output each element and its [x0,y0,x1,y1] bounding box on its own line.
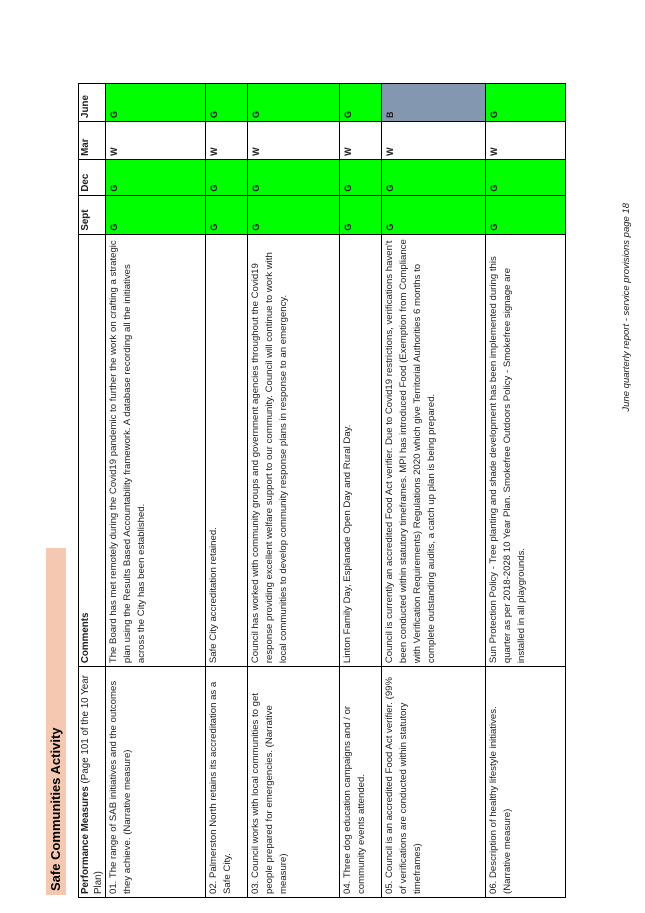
rating-june: G [206,84,248,122]
rating-mar: W [382,121,486,159]
table-row [340,84,382,898]
rating-dec: G [486,159,566,195]
table-row [248,84,340,898]
table-row [206,84,248,898]
rating-mar: W [340,121,382,159]
header-june: June [79,84,106,122]
rating-june: G [340,84,382,122]
header-comments: Comments [79,234,106,666]
rating-mar: W [206,121,248,159]
rating-dec: G [106,159,206,195]
header-sept: Sept [79,195,106,234]
rating-sept: G [248,195,340,234]
rating-dec: G [248,159,340,195]
section-title: Safe Communities Activity [46,548,66,895]
measure-cell: 06. Description of healthy lifestyle initiatives. (Narrative measure) [486,667,566,898]
rating-dec: G [382,159,486,195]
comment-cell: Council has worked with community groups and government agencies throughout the Covid19 response providing excellent welfare support to our community. Council will continue to work with local communities to develop community response plans in response to an emergency. [248,234,340,666]
table-header-row [79,84,106,898]
rating-mar: W [486,121,566,159]
comment-cell: Sun Protection Policy - Tree planting and shade development has been implemented during this quarter as per 2018-2028 10 Year Plan. Smokefree Outdoors Policy - Smokefree signage are installed in all playgrounds. [486,234,566,666]
header-measures-sub: (Page 101 of the 10 Year Plan) [80,675,104,894]
rating-sept: G [106,195,206,234]
rating-sept: G [486,195,566,234]
header-mar: Mar [79,121,106,159]
table-row [486,84,566,898]
measure-cell: 03. Council works with local communities to get people prepared for emergencies. (Narrative measure) [248,667,340,898]
measure-cell: 04. Three dog education campaigns and / or community events attended. [340,667,382,898]
rating-dec: G [206,159,248,195]
measure-cell: 01. The range of SAB initiatives and the outcomes they achieve. (Narrative measure) [106,667,206,898]
header-measures [79,667,106,898]
measure-cell: 02. Palmerston North retains its accreditation as a Safe City. [206,667,248,898]
table-row [382,84,486,898]
rating-sept: G [340,195,382,234]
comment-cell: Council is currently an accredited Food Act verifier. Due to Covid19 restrictions, verifications haven't been conducted within statutory timeframes. MPI has introduced Food (Exemption from Compliance with Verification Requirements) Regulations 2020 which give Territorial Authorities 6 months to complete outstanding audits, a catch up plan is being prepared. [382,234,486,666]
rating-dec: G [340,159,382,195]
comment-cell: Linton Family Day, Esplanade Open Day and Rural Day. [340,234,382,666]
measure-cell: 05. Council is an accredited Food Act verifier. (99% of verifications are conducted within statutory timeframes) [382,667,486,898]
comment-cell: The Board has met remotely during the Covid19 pandemic to further the work on crafting a strategic plan using the Results Based Accountability framework. A database recording all the initiatives across the City has been established. [106,234,206,666]
rating-mar: W [106,121,206,159]
comment-cell: Safe City accreditation retained. [206,234,248,666]
rating-mar: W [248,121,340,159]
table-row [106,84,206,898]
page-footer: June quarterly report - service provisions page 18 [621,203,632,412]
rating-june: B [382,84,486,122]
rating-sept: G [206,195,248,234]
header-measures-label: Performance Measures [80,786,91,894]
rating-sept: G [382,195,486,234]
performance-measures-table [78,83,566,898]
rating-june: G [106,84,206,122]
rating-june: G [248,84,340,122]
header-dec: Dec [79,159,106,195]
rating-june: G [486,84,566,122]
